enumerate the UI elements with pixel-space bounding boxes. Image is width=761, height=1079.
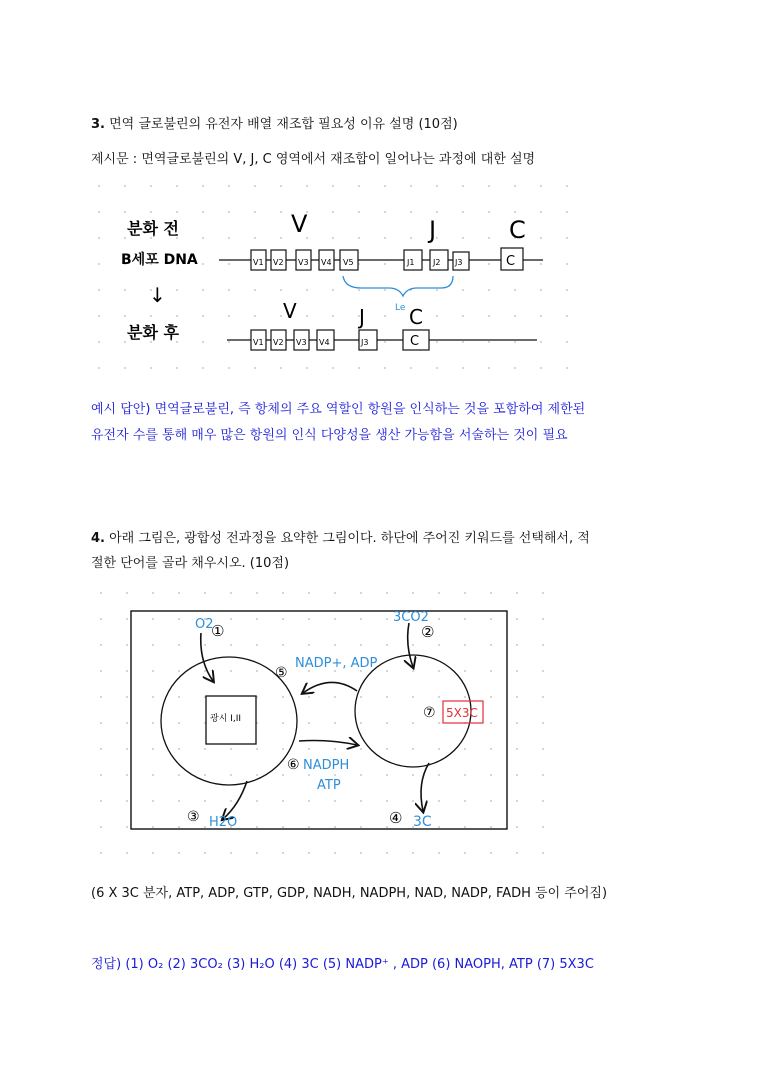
q3-title bbox=[91, 113, 458, 132]
label-before-line1: 분화 전 bbox=[127, 219, 179, 238]
row1-v5: V5 bbox=[343, 258, 354, 267]
q3-answer-line2: 유전자 수를 통해 매우 많은 항원의 인식 다양성을 생산 가능함을 서술하는 것이 필요 bbox=[91, 428, 568, 443]
q3-answer-line1: 예시 답안) 면역글로불린, 즉 항체의 주요 역할인 항원을 인식하는 것을 포함하여 제한된 bbox=[91, 402, 586, 417]
photosystem-label: 광시 I,II bbox=[210, 714, 242, 724]
row2-v2: V2 bbox=[273, 338, 284, 347]
nadp-adp-label: NADP+, ADP bbox=[295, 656, 378, 671]
q3-number: 3. bbox=[91, 117, 105, 132]
photosynthesis-diagram bbox=[91, 583, 546, 858]
down-arrow: ↓ bbox=[149, 283, 166, 307]
q4-title-line1 bbox=[91, 527, 590, 546]
five-3c-label: 5X3C bbox=[446, 706, 478, 720]
row1-j3: J3 bbox=[455, 258, 463, 267]
q4-keywords: (6 X 3C 분자, ATP, ADP, GTP, GDP, NADH, NADPH, NAD, NADP, FADH 등이 주어짐) bbox=[91, 886, 608, 901]
row2-c: C bbox=[410, 334, 420, 349]
row1-j-segments bbox=[404, 250, 469, 270]
q4-title-line2: 절한 단어를 골라 채우시오. (10점) bbox=[91, 556, 290, 571]
q3-title-text: 면역 글로불린의 유전자 배열 재조합 필요성 이유 설명 (10점) bbox=[109, 117, 458, 132]
q4-number: 4. bbox=[91, 531, 105, 546]
row1-c: C bbox=[506, 254, 516, 269]
label-after: 분화 후 bbox=[127, 323, 179, 342]
q3-figure bbox=[91, 178, 583, 380]
header-j: J bbox=[429, 216, 437, 244]
row1-v3: V3 bbox=[298, 258, 309, 267]
row1-j1: J1 bbox=[407, 258, 415, 267]
label-before-line2: B세포 DNA bbox=[121, 252, 198, 268]
row2-header-j: J bbox=[359, 305, 365, 329]
row2-v1: V1 bbox=[253, 338, 264, 347]
n2: ② bbox=[421, 623, 435, 641]
3c-label: 3C bbox=[413, 814, 432, 830]
row2-v4: V4 bbox=[319, 338, 330, 347]
row1-v1: V1 bbox=[253, 258, 264, 267]
n4: ④ bbox=[389, 809, 403, 827]
co2-label: 3CO2 bbox=[393, 610, 429, 625]
q4-answer: 정답) (1) O₂ (2) 3CO₂ (3) H₂O (4) 3C (5) NADP⁺ , ADP (6) NAOPH, ATP (7) 5X3C bbox=[91, 957, 594, 972]
row2-v3: V3 bbox=[296, 338, 307, 347]
header-c: C bbox=[509, 216, 526, 244]
header-v: V bbox=[291, 210, 308, 238]
n7: ⑦ bbox=[423, 705, 436, 721]
row1-j2: J2 bbox=[433, 258, 441, 267]
q4-figure bbox=[91, 583, 546, 858]
n3: ③ bbox=[187, 809, 200, 825]
row1-v2: V2 bbox=[273, 258, 284, 267]
n6: ⑥ bbox=[287, 757, 300, 773]
row2-j3: J3 bbox=[361, 338, 369, 347]
vjc-recombination-diagram bbox=[91, 178, 583, 380]
row2-header-c: C bbox=[409, 305, 423, 329]
n5: ⑤ bbox=[275, 665, 288, 681]
q3-prompt: 제시문 : 면역글로불린의 V, J, C 영역에서 재조합이 일어나는 과정에 대한 설명 bbox=[91, 152, 536, 167]
brace-label: Le bbox=[395, 303, 406, 313]
o2-label: O2 bbox=[195, 617, 214, 632]
row2-header-v: V bbox=[283, 299, 297, 323]
atp-label: ATP bbox=[317, 778, 341, 793]
n1: ① bbox=[211, 622, 225, 640]
row1-v4: V4 bbox=[321, 258, 332, 267]
h2o-label: H2O bbox=[209, 815, 238, 830]
q4-title-text1: 아래 그림은, 광합성 전과정을 요약한 그림이다. 하단에 주어진 키워드를 선택해서, 적 bbox=[109, 531, 590, 546]
nadph-label: NADPH bbox=[303, 758, 350, 773]
